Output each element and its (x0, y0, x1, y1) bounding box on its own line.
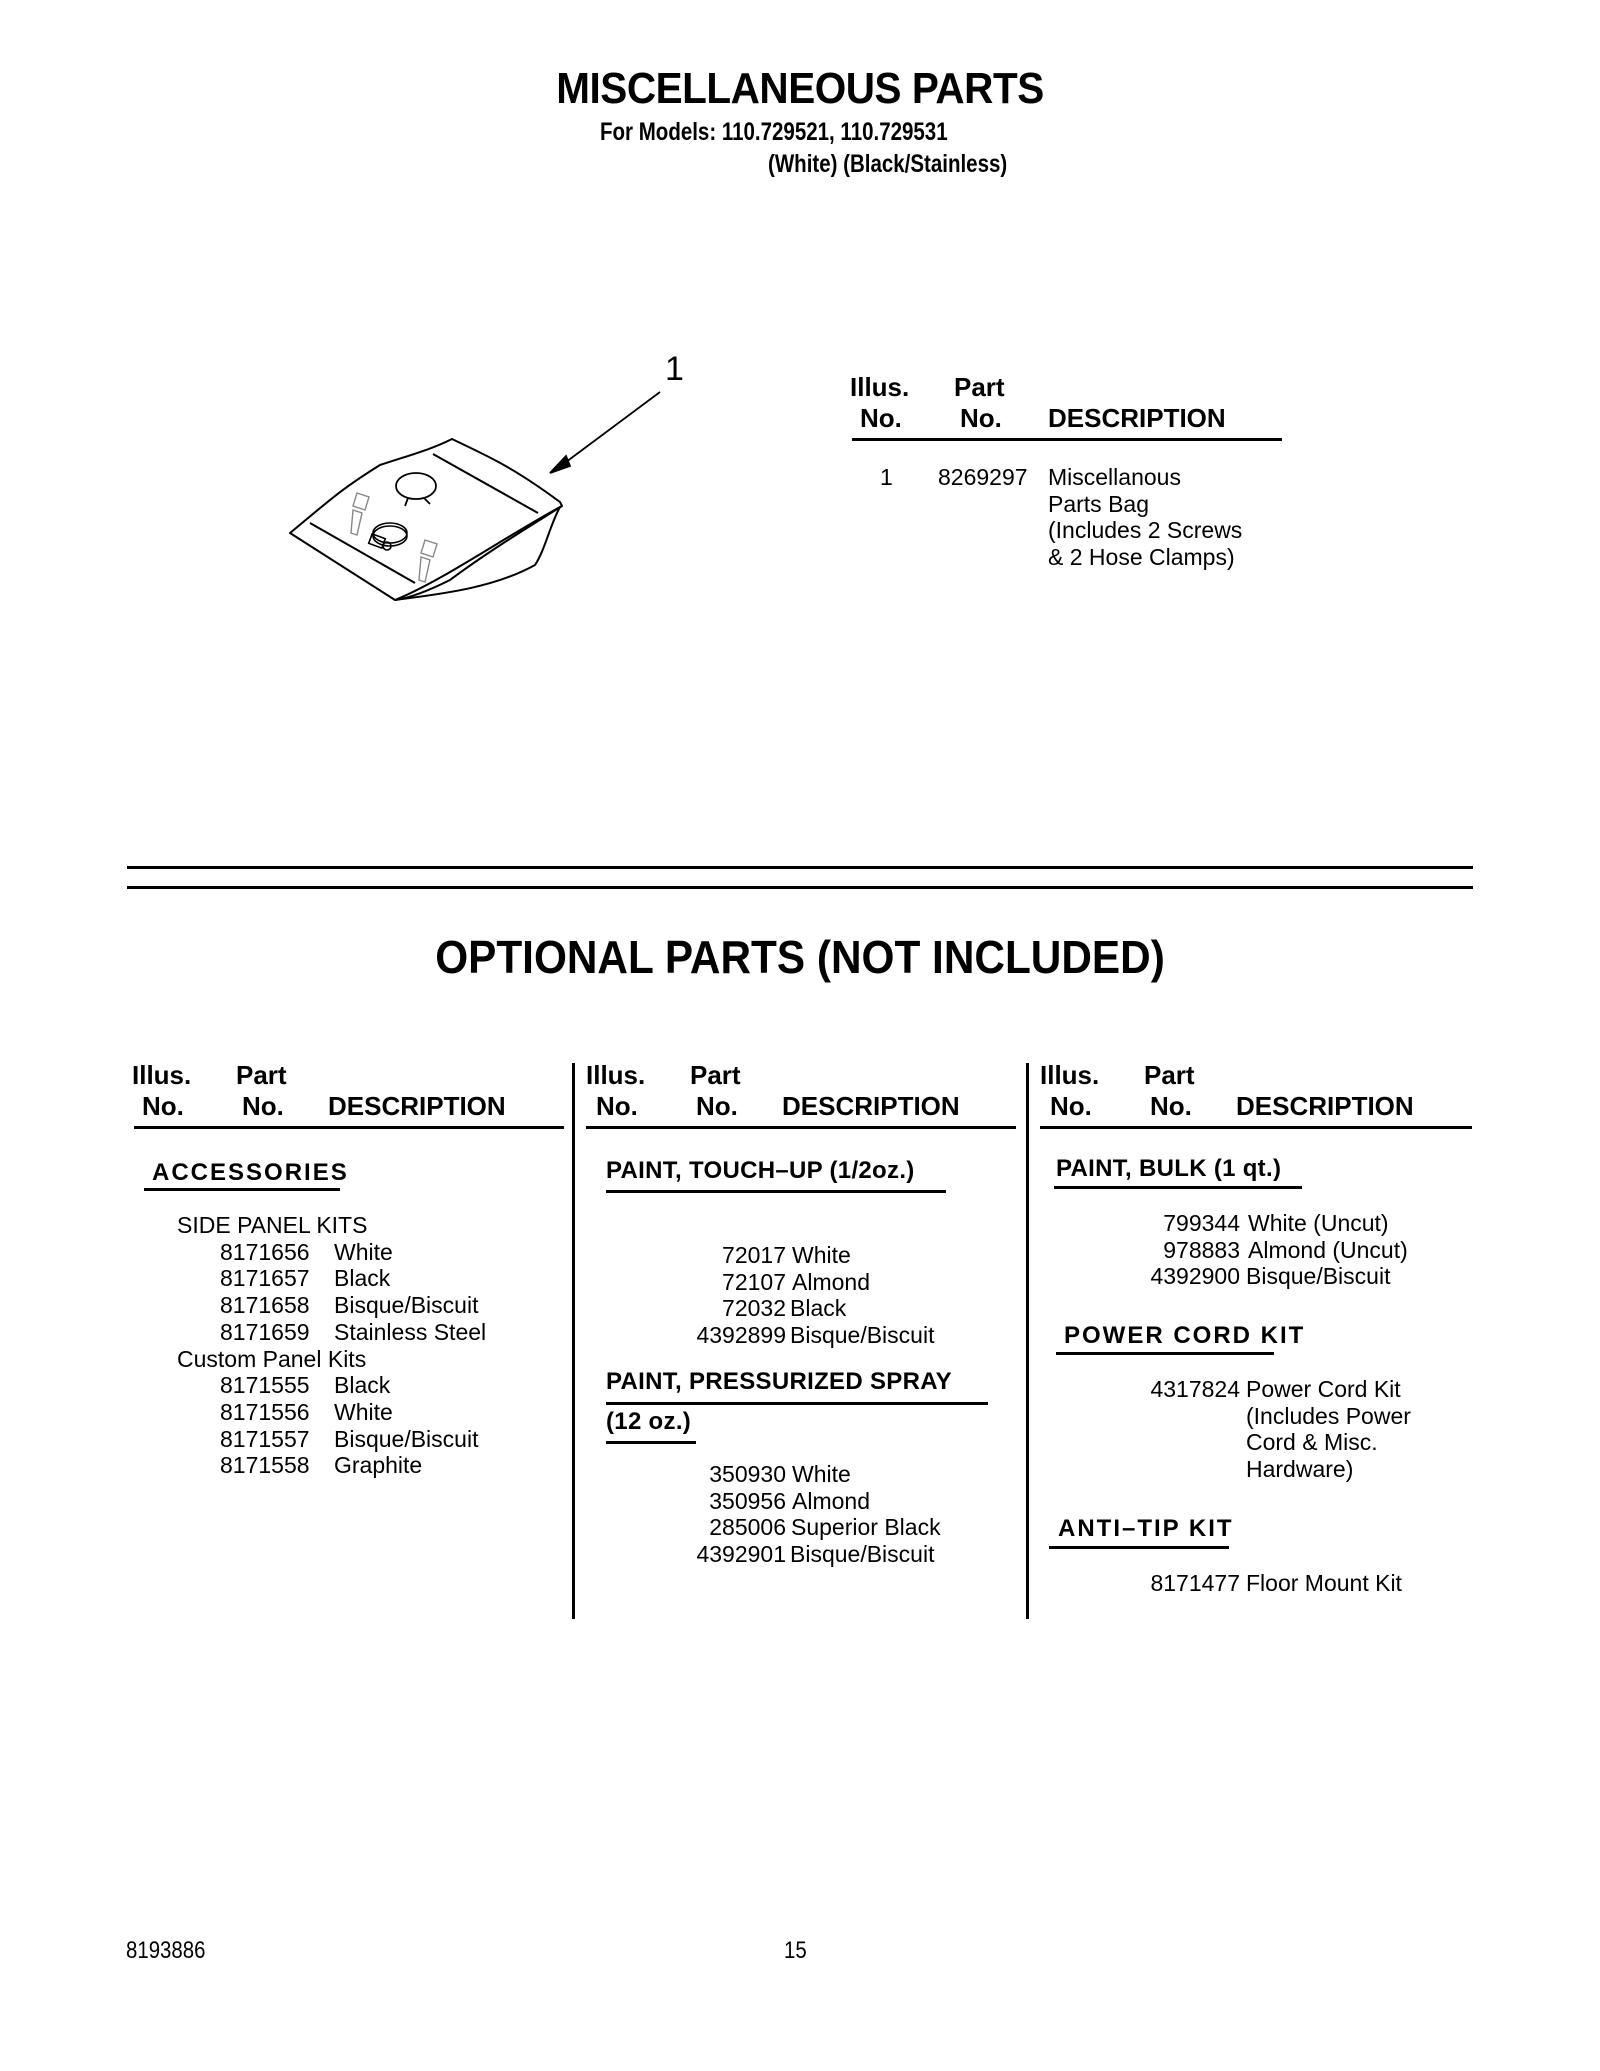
optional-column-1 (132, 1060, 562, 1620)
part-number: 8171659 (220, 1318, 310, 1345)
col-part-1: Part (690, 1060, 741, 1090)
parts-bag-illustration (270, 350, 690, 610)
column-divider-2 (1026, 1063, 1029, 1619)
part-number: 8171558 (220, 1452, 310, 1479)
col-part-1: Part (1144, 1060, 1195, 1090)
part-description: Black (790, 1295, 847, 1322)
part-description: Bisque/Biscuit (1246, 1263, 1391, 1290)
part-description: Almond (792, 1268, 870, 1295)
col-illus-2: No. (1050, 1091, 1092, 1121)
optional-parts-title: OPTIONAL PARTS (NOT INCLUDED) (435, 931, 1165, 983)
part-number: 8171557 (220, 1425, 310, 1452)
part-description: Black (334, 1372, 391, 1399)
section-accessories: ACCESSORIES (152, 1159, 349, 1186)
part-description: Bisque/Biscuit (334, 1425, 479, 1452)
col-illus-1: Illus. (850, 372, 910, 402)
part-description: Almond (Uncut) (1248, 1236, 1408, 1263)
part-description: Bisque/Biscuit (790, 1541, 935, 1568)
col-illus-1: Illus. (1040, 1060, 1100, 1090)
col-description: DESCRIPTION (1236, 1091, 1414, 1121)
divider-top (127, 866, 1473, 869)
col-illus-2: No. (860, 403, 902, 433)
part-number: 285006 (709, 1514, 786, 1541)
col-part-1: Part (954, 372, 1005, 402)
section-underline (606, 1402, 988, 1405)
part-description: White (792, 1242, 851, 1268)
part-number: 350930 (709, 1461, 786, 1487)
section-underline (144, 1188, 340, 1191)
group-label: Custom Panel Kits (177, 1345, 367, 1372)
part-number: 8171477 (1150, 1570, 1240, 1596)
description-line: Parts Bag (1048, 490, 1149, 517)
col-illus-1: Illus. (132, 1060, 192, 1090)
part-description: Graphite (334, 1452, 423, 1479)
part-description: Bisque/Biscuit (334, 1292, 479, 1319)
part-number: 72107 (722, 1268, 786, 1295)
colors-line: (White) (Black/Stainless) (768, 150, 1008, 178)
part-number: 8171556 (220, 1398, 310, 1425)
column-divider-1 (572, 1063, 575, 1619)
part-number: 4392899 (696, 1322, 786, 1349)
part-number: 799344 (1163, 1210, 1240, 1236)
col-description: DESCRIPTION (782, 1091, 960, 1121)
part-number: 978883 (1163, 1236, 1240, 1263)
col-description: DESCRIPTION (1048, 403, 1226, 433)
part-description: Black (334, 1265, 391, 1292)
part-number: 8171555 (220, 1372, 310, 1399)
col-description: DESCRIPTION (328, 1091, 506, 1121)
illus-number: 1 (880, 464, 893, 490)
col-part-2: No. (960, 403, 1002, 433)
part-description: Superior Black (791, 1514, 941, 1541)
section-paint-touch-up: PAINT, TOUCH–UP (1/2oz.) (606, 1157, 915, 1184)
col-part-2: No. (1150, 1091, 1192, 1121)
col-part-1: Part (236, 1060, 287, 1090)
header-rule (852, 438, 1282, 441)
optional-column-3 (1040, 1060, 1480, 1620)
part-description: Floor Mount Kit (1246, 1570, 1402, 1596)
callout-number: 1 (665, 350, 684, 388)
part-number: 4392900 (1150, 1263, 1240, 1290)
col-illus-2: No. (596, 1091, 638, 1121)
misc-parts-table (850, 372, 1280, 572)
part-description: Bisque/Biscuit (790, 1322, 935, 1349)
part-number: 8269297 (938, 464, 1028, 490)
section-anti-tip-kit: ANTI–TIP KIT (1058, 1515, 1234, 1542)
section-underline (1049, 1546, 1229, 1549)
part-number: 350956 (709, 1487, 786, 1514)
section-paint-bulk: PAINT, BULK (1 qt.) (1056, 1155, 1282, 1182)
col-illus-2: No. (142, 1091, 184, 1121)
part-description: White (Uncut) (1248, 1210, 1389, 1236)
part-description-more: (Includes Power (1246, 1402, 1411, 1429)
parts-bag-icon (270, 350, 690, 610)
description-line: & 2 Hose Clamps) (1048, 544, 1235, 571)
header-rule (586, 1126, 1016, 1129)
section-underline (606, 1441, 696, 1444)
description-line: Miscellanous (1048, 464, 1181, 490)
col-part-2: No. (242, 1091, 284, 1121)
section-underline (1054, 1186, 1302, 1189)
part-number: 72032 (722, 1295, 786, 1322)
document-number: 8193886 (126, 1937, 206, 1964)
part-description: White (792, 1461, 851, 1487)
header-rule (1040, 1126, 1472, 1129)
models-line: For Models: 110.729521, 110.729531 (600, 118, 948, 146)
section-underline (1056, 1352, 1274, 1355)
part-description: White (334, 1398, 393, 1425)
divider-bottom (127, 886, 1473, 889)
section-paint-spray: PAINT, PRESSURIZED SPRAY (606, 1368, 952, 1395)
part-number: 72017 (722, 1242, 786, 1268)
page-number: 15 (784, 1937, 807, 1964)
section-paint-spray-size: (12 oz.) (606, 1408, 692, 1435)
section-power-cord-kit: POWER CORD KIT (1064, 1322, 1306, 1349)
optional-column-2 (586, 1060, 1016, 1620)
part-description: Almond (792, 1487, 870, 1514)
section-underline (606, 1190, 946, 1193)
part-number: 8171658 (220, 1292, 310, 1319)
part-description-more: Hardware) (1246, 1456, 1354, 1483)
header-rule (134, 1126, 564, 1129)
part-description-more: Cord & Misc. (1246, 1429, 1378, 1456)
description-line: (Includes 2 Screws (1048, 517, 1243, 544)
part-number: 4317824 (1150, 1376, 1240, 1402)
part-number: 4392901 (696, 1541, 786, 1568)
col-part-2: No. (696, 1091, 738, 1121)
part-number: 8171657 (220, 1265, 310, 1292)
part-number: 8171656 (220, 1238, 310, 1265)
page-title: MISCELLANEOUS PARTS (556, 64, 1044, 113)
group-label: SIDE PANEL KITS (177, 1212, 368, 1238)
part-description: Power Cord Kit (1246, 1376, 1401, 1402)
part-description: White (334, 1238, 393, 1265)
col-illus-1: Illus. (586, 1060, 646, 1090)
part-description: Stainless Steel (334, 1318, 487, 1345)
